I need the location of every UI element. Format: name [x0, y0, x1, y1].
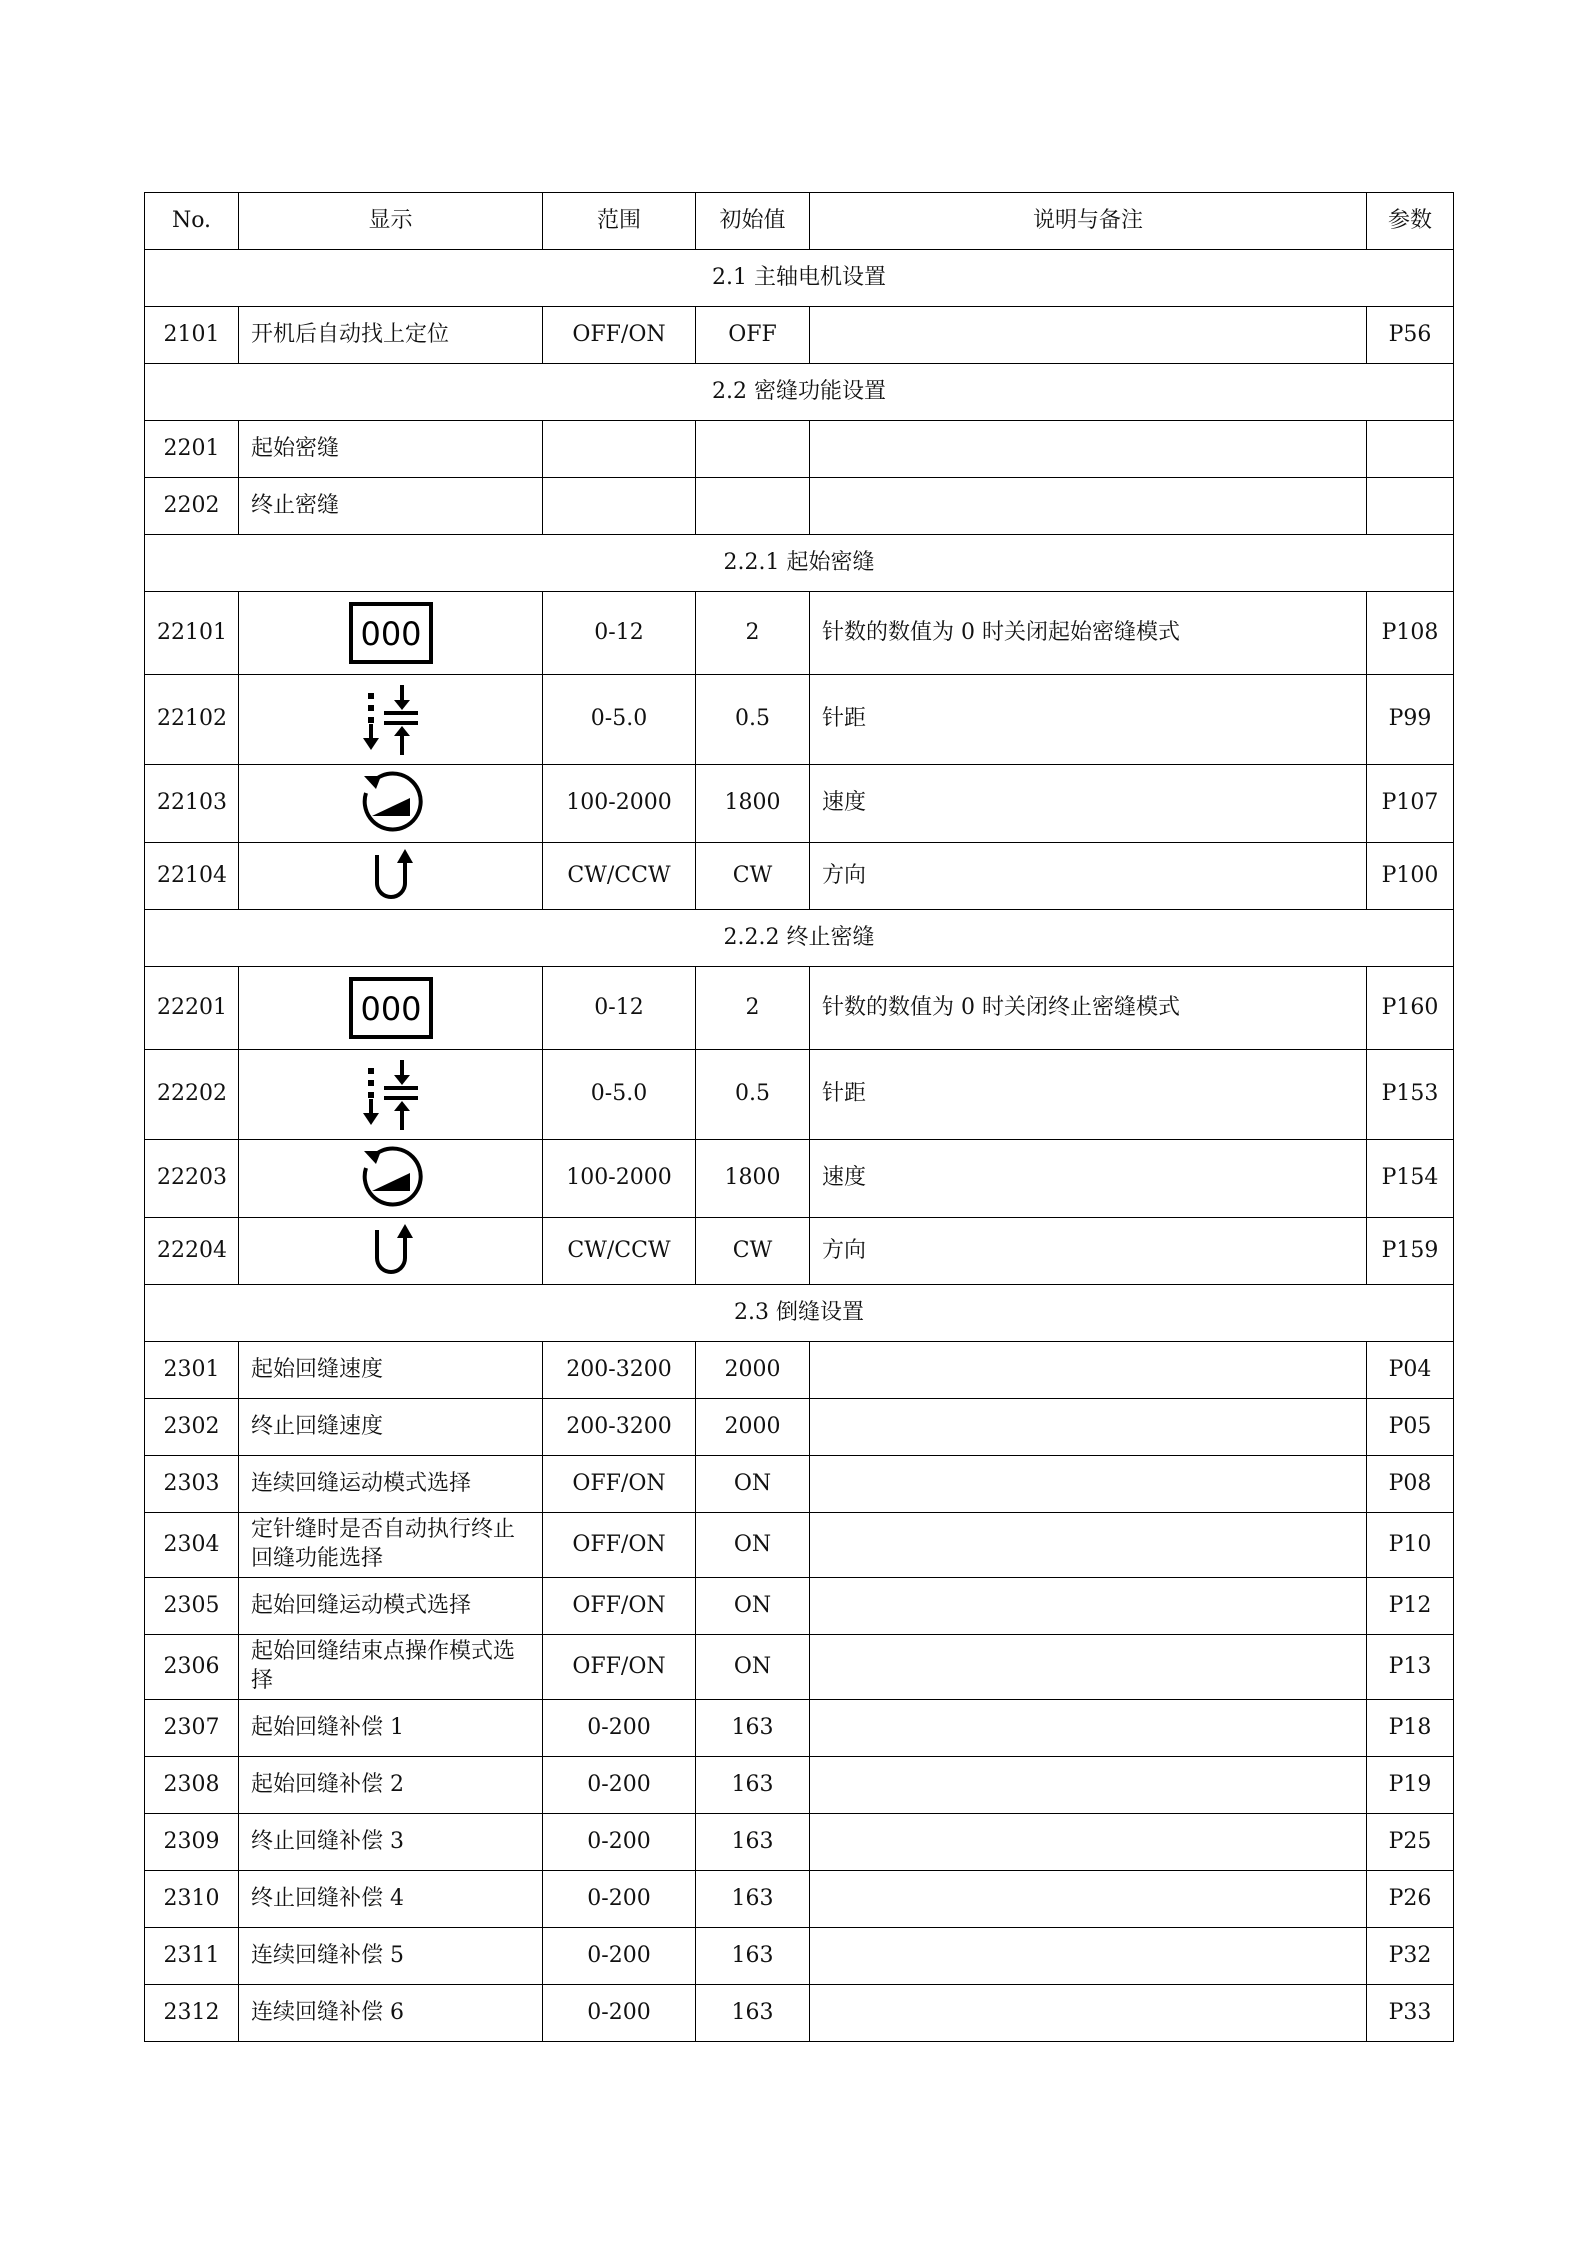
section-row — [145, 910, 1454, 967]
table-header-row — [145, 193, 1454, 250]
initial-value-cell: 0.5 — [696, 1050, 810, 1140]
param-number: 2201 — [145, 421, 239, 478]
description-cell — [810, 1635, 1367, 1700]
table-row — [145, 1757, 1454, 1814]
range-cell — [543, 421, 696, 478]
range-cell: 0-200 — [543, 1871, 696, 1928]
initial-value-cell: 1800 — [696, 765, 810, 843]
description-cell: 针距 — [810, 1050, 1367, 1140]
param-code-cell: P08 — [1367, 1456, 1454, 1513]
description-cell: 速度 — [810, 765, 1367, 843]
header-range: 范围 — [543, 193, 696, 250]
param-number: 2307 — [145, 1700, 239, 1757]
range-cell: OFF/ON — [543, 1513, 696, 1578]
table-row — [145, 478, 1454, 535]
range-cell: 100-2000 — [543, 765, 696, 843]
display-cell: 起始回缝速度 — [239, 1342, 543, 1399]
table-row — [145, 1871, 1454, 1928]
description-cell — [810, 1814, 1367, 1871]
display-cell: 终止密缝 — [239, 478, 543, 535]
param-code-cell: P33 — [1367, 1985, 1454, 2042]
initial-value-cell: 163 — [696, 1700, 810, 1757]
param-code-cell: P05 — [1367, 1399, 1454, 1456]
param-number: 2305 — [145, 1578, 239, 1635]
stitch-count-icon — [348, 601, 434, 665]
param-code-cell: P26 — [1367, 1871, 1454, 1928]
display-cell: 连续回缝补偿 6 — [239, 1985, 543, 2042]
parameter-table — [144, 192, 1454, 2042]
param-code-cell: P160 — [1367, 967, 1454, 1050]
initial-value-cell: 163 — [696, 1757, 810, 1814]
range-cell: 0-200 — [543, 1700, 696, 1757]
table-row — [145, 1513, 1454, 1578]
table-row — [145, 1342, 1454, 1399]
header-display: 显示 — [239, 193, 543, 250]
display-cell — [239, 592, 543, 675]
param-number: 22203 — [145, 1140, 239, 1218]
table-row — [145, 843, 1454, 910]
param-number: 2309 — [145, 1814, 239, 1871]
table-row — [145, 1700, 1454, 1757]
initial-value-cell: 2000 — [696, 1342, 810, 1399]
initial-value-cell — [696, 478, 810, 535]
description-cell — [810, 1985, 1367, 2042]
param-code-cell: P153 — [1367, 1050, 1454, 1140]
param-number: 22104 — [145, 843, 239, 910]
param-number: 22202 — [145, 1050, 239, 1140]
range-cell: CW/CCW — [543, 1218, 696, 1285]
range-cell: CW/CCW — [543, 843, 696, 910]
initial-value-cell — [696, 421, 810, 478]
range-cell: 0-12 — [543, 592, 696, 675]
display-cell: 起始回缝运动模式选择 — [239, 1578, 543, 1635]
range-cell: 0-5.0 — [543, 1050, 696, 1140]
param-code-cell: P107 — [1367, 765, 1454, 843]
description-cell — [810, 1342, 1367, 1399]
section-title: 2.3 倒缝设置 — [145, 1285, 1454, 1342]
direction-icon — [369, 845, 413, 907]
initial-value-cell: ON — [696, 1578, 810, 1635]
description-cell: 针数的数值为 0 时关闭终止密缝模式 — [810, 967, 1367, 1050]
param-code-cell: P154 — [1367, 1140, 1454, 1218]
initial-value-cell: ON — [696, 1513, 810, 1578]
initial-value-cell: 163 — [696, 1814, 810, 1871]
description-cell: 针数的数值为 0 时关闭起始密缝模式 — [810, 592, 1367, 675]
display-cell: 起始回缝补偿 1 — [239, 1700, 543, 1757]
description-cell — [810, 1399, 1367, 1456]
table-row — [145, 421, 1454, 478]
param-code-cell: P12 — [1367, 1578, 1454, 1635]
description-cell — [810, 1700, 1367, 1757]
display-cell: 终止回缝补偿 4 — [239, 1871, 543, 1928]
range-cell: 0-5.0 — [543, 675, 696, 765]
description-cell: 方向 — [810, 1218, 1367, 1285]
initial-value-cell: 1800 — [696, 1140, 810, 1218]
display-cell — [239, 765, 543, 843]
speed-icon — [357, 1145, 425, 1213]
table-row — [145, 592, 1454, 675]
header-no: No. — [145, 193, 239, 250]
initial-value-cell: 163 — [696, 1871, 810, 1928]
stitch-pitch-icon — [360, 1057, 422, 1133]
parameter-table-body — [145, 193, 1454, 2042]
display-cell: 开机后自动找上定位 — [239, 307, 543, 364]
param-number: 2301 — [145, 1342, 239, 1399]
description-cell — [810, 478, 1367, 535]
description-cell: 方向 — [810, 843, 1367, 910]
initial-value-cell: ON — [696, 1635, 810, 1700]
svg-text:000: 000 — [359, 615, 422, 653]
range-cell — [543, 478, 696, 535]
param-code-cell: P32 — [1367, 1928, 1454, 1985]
description-cell — [810, 1578, 1367, 1635]
param-code-cell: P25 — [1367, 1814, 1454, 1871]
table-row — [145, 1985, 1454, 2042]
range-cell: OFF/ON — [543, 1456, 696, 1513]
table-row — [145, 765, 1454, 843]
display-cell: 终止回缝补偿 3 — [239, 1814, 543, 1871]
display-cell — [239, 967, 543, 1050]
svg-text:000: 000 — [359, 990, 422, 1028]
table-row — [145, 1814, 1454, 1871]
section-row — [145, 364, 1454, 421]
display-cell: 连续回缝运动模式选择 — [239, 1456, 543, 1513]
initial-value-cell: CW — [696, 1218, 810, 1285]
table-row — [145, 1578, 1454, 1635]
param-number: 22102 — [145, 675, 239, 765]
table-row — [145, 1456, 1454, 1513]
range-cell: 200-3200 — [543, 1342, 696, 1399]
param-number: 2310 — [145, 1871, 239, 1928]
param-number: 2303 — [145, 1456, 239, 1513]
display-cell: 连续回缝补偿 5 — [239, 1928, 543, 1985]
param-number: 2308 — [145, 1757, 239, 1814]
table-row — [145, 1399, 1454, 1456]
speed-icon — [357, 770, 425, 838]
param-number: 22103 — [145, 765, 239, 843]
header-param: 参数 — [1367, 193, 1454, 250]
param-number: 2312 — [145, 1985, 239, 2042]
param-code-cell: P04 — [1367, 1342, 1454, 1399]
range-cell: 0-200 — [543, 1928, 696, 1985]
param-code-cell: P13 — [1367, 1635, 1454, 1700]
description-cell: 针距 — [810, 675, 1367, 765]
param-number: 2304 — [145, 1513, 239, 1578]
initial-value-cell: ON — [696, 1456, 810, 1513]
display-cell — [239, 675, 543, 765]
table-row — [145, 967, 1454, 1050]
section-title: 2.2 密缝功能设置 — [145, 364, 1454, 421]
range-cell: 0-200 — [543, 1814, 696, 1871]
header-init: 初始值 — [696, 193, 810, 250]
section-row — [145, 250, 1454, 307]
range-cell: 0-200 — [543, 1985, 696, 2042]
param-number: 22204 — [145, 1218, 239, 1285]
param-number: 2302 — [145, 1399, 239, 1456]
description-cell — [810, 1456, 1367, 1513]
table-row — [145, 1635, 1454, 1700]
display-cell — [239, 1218, 543, 1285]
param-number: 2101 — [145, 307, 239, 364]
description-cell — [810, 1757, 1367, 1814]
initial-value-cell: 2000 — [696, 1399, 810, 1456]
range-cell: 200-3200 — [543, 1399, 696, 1456]
display-cell: 起始密缝 — [239, 421, 543, 478]
param-code-cell: P159 — [1367, 1218, 1454, 1285]
param-code-cell: P10 — [1367, 1513, 1454, 1578]
table-row — [145, 1928, 1454, 1985]
table-row — [145, 675, 1454, 765]
display-cell: 定针缝时是否自动执行终止回缝功能选择 — [239, 1513, 543, 1578]
initial-value-cell: 0.5 — [696, 675, 810, 765]
param-code-cell: P19 — [1367, 1757, 1454, 1814]
param-code-cell: P56 — [1367, 307, 1454, 364]
header-desc: 说明与备注 — [810, 193, 1367, 250]
section-title: 2.1 主轴电机设置 — [145, 250, 1454, 307]
range-cell: 100-2000 — [543, 1140, 696, 1218]
range-cell: OFF/ON — [543, 1578, 696, 1635]
description-cell: 速度 — [810, 1140, 1367, 1218]
param-number: 2311 — [145, 1928, 239, 1985]
description-cell — [810, 307, 1367, 364]
display-cell: 起始回缝结束点操作模式选择 — [239, 1635, 543, 1700]
description-cell — [810, 1871, 1367, 1928]
table-row — [145, 307, 1454, 364]
stitch-pitch-icon — [360, 682, 422, 758]
initial-value-cell: CW — [696, 843, 810, 910]
description-cell — [810, 1513, 1367, 1578]
direction-icon — [369, 1220, 413, 1282]
range-cell: OFF/ON — [543, 307, 696, 364]
initial-value-cell: 163 — [696, 1985, 810, 2042]
description-cell — [810, 421, 1367, 478]
table-row — [145, 1218, 1454, 1285]
param-number: 22201 — [145, 967, 239, 1050]
range-cell: OFF/ON — [543, 1635, 696, 1700]
param-code-cell: P99 — [1367, 675, 1454, 765]
display-cell — [239, 843, 543, 910]
param-number: 22101 — [145, 592, 239, 675]
table-row — [145, 1050, 1454, 1140]
section-row — [145, 1285, 1454, 1342]
display-cell: 终止回缝速度 — [239, 1399, 543, 1456]
table-row — [145, 1140, 1454, 1218]
param-code-cell — [1367, 421, 1454, 478]
param-number: 2306 — [145, 1635, 239, 1700]
display-cell — [239, 1050, 543, 1140]
param-code-cell: P100 — [1367, 843, 1454, 910]
stitch-count-icon — [348, 976, 434, 1040]
initial-value-cell: 163 — [696, 1928, 810, 1985]
display-cell — [239, 1140, 543, 1218]
param-number: 2202 — [145, 478, 239, 535]
param-code-cell — [1367, 478, 1454, 535]
initial-value-cell: OFF — [696, 307, 810, 364]
section-row — [145, 535, 1454, 592]
param-code-cell: P18 — [1367, 1700, 1454, 1757]
initial-value-cell: 2 — [696, 967, 810, 1050]
display-cell: 起始回缝补偿 2 — [239, 1757, 543, 1814]
param-code-cell: P108 — [1367, 592, 1454, 675]
range-cell: 0-200 — [543, 1757, 696, 1814]
section-title: 2.2.2 终止密缝 — [145, 910, 1454, 967]
initial-value-cell: 2 — [696, 592, 810, 675]
range-cell: 0-12 — [543, 967, 696, 1050]
section-title: 2.2.1 起始密缝 — [145, 535, 1454, 592]
description-cell — [810, 1928, 1367, 1985]
